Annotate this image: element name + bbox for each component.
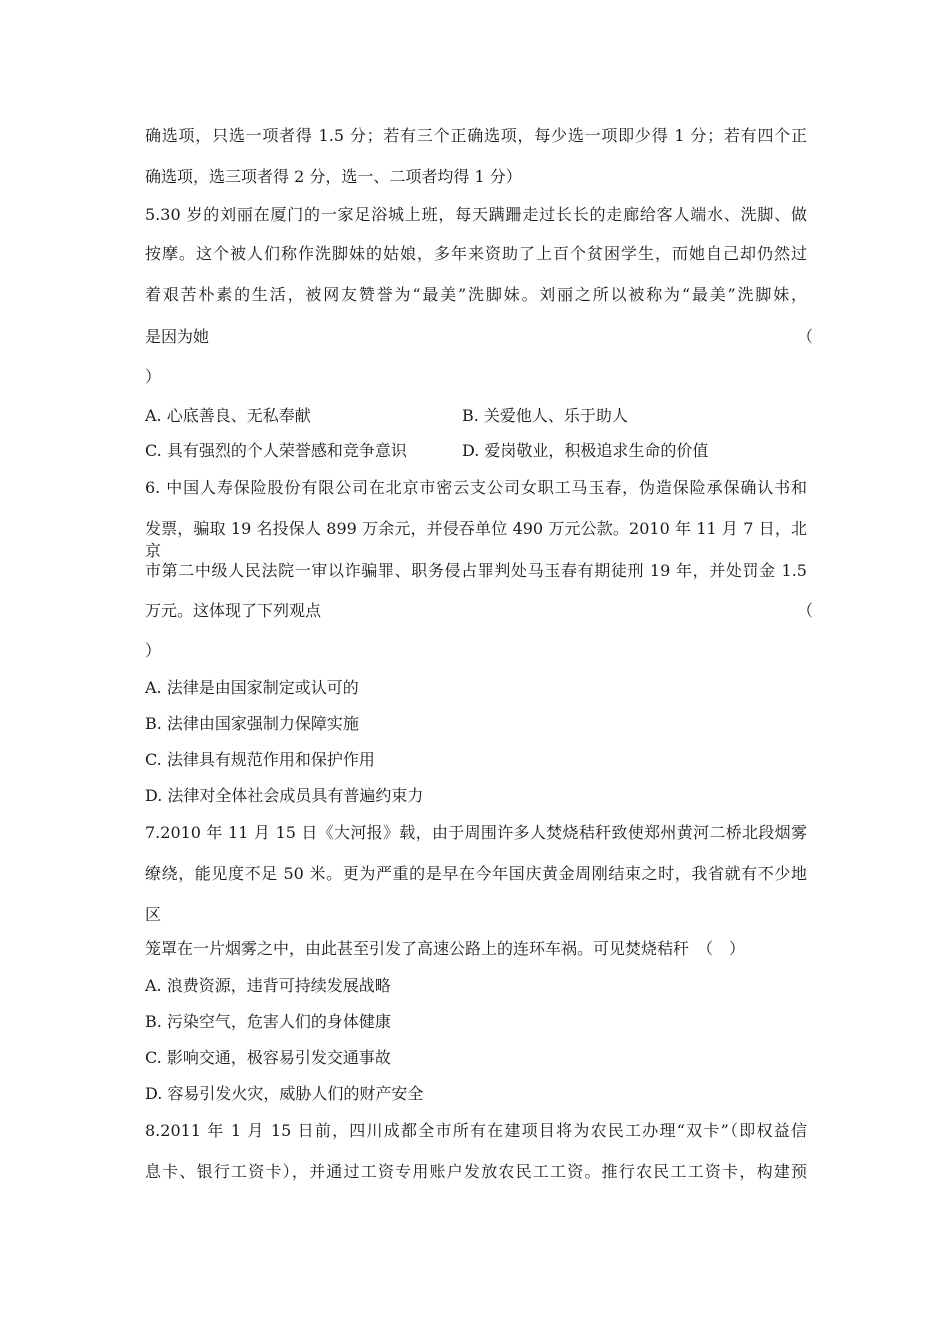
q5-option-a: A. 心底善良、无私奉献	[145, 406, 311, 425]
q6-line-2: 发票，骗取 19 名投保人 899 万余元，并侵吞单位 490 万元公款。2010 年 11 月 7 日，北京	[145, 519, 807, 560]
q6-line-4: 万元。这体现了下列观点	[145, 601, 322, 620]
q6-line-1: 6. 中国人寿保险股份有限公司在北京市密云支公司女职工马玉春，伪造保险承保确认书和	[145, 478, 807, 497]
q5-line-3: 着艰苦朴素的生活，被网友赞誉为“最美”洗脚妹。刘丽之所以被称为“最美”洗脚妹，	[145, 285, 807, 304]
q6-option-c: C. 法律具有规范作用和保护作用	[145, 750, 375, 769]
q7-line-2: 缭绕，能见度不足 50 米。更为严重的是早在今年国庆黄金周刚结束之时，我省就有不少地	[145, 864, 807, 883]
intro-line-1: 确选项，只选一项者得 1.5 分；若有三个正确选项，每少选一项即少得 1 分；若有四个正	[145, 126, 807, 145]
intro-line-2: 确选项，选三项者得 2 分，选一、二项者均得 1 分）	[145, 167, 522, 186]
q5-line-2: 按摩。这个被人们称作洗脚妹的姑娘，多年来资助了上百个贫困学生，而她自己却仍然过	[145, 244, 807, 263]
q6-paren-open: （	[797, 601, 814, 620]
q6-option-b: B. 法律由国家强制力保障实施	[145, 714, 359, 733]
q6-paren-close: ）	[145, 641, 162, 660]
q6-option-a: A. 法律是由国家制定或认可的	[145, 678, 359, 697]
q7-line-3: 区	[145, 905, 162, 924]
q7-line-4: 笼罩在一片烟雾之中，由此甚至引发了高速公路上的连环车祸。可见焚烧秸秆 （ ）	[145, 939, 746, 958]
q7-line-1: 7.2010 年 11 月 15 日《大河报》载，由于周围许多人焚烧秸秆致使郑州黄河二桥北段烟雾	[145, 823, 807, 842]
q5-line-4: 是因为她	[145, 327, 210, 346]
q6-line-3: 市第二中级人民法院一审以诈骗罪、职务侵占罪判处马玉春有期徒刑 19 年，并处罚金 1.5	[145, 561, 807, 580]
q8-line-2: 息卡、银行工资卡），并通过工资专用账户发放农民工工资。推行农民工工资卡，构建预	[145, 1162, 807, 1181]
q5-paren-close: ）	[145, 367, 162, 386]
q5-paren-open: （	[797, 327, 814, 346]
q5-option-b: B. 关爱他人、乐于助人	[462, 406, 628, 425]
q5-option-d: D. 爱岗敬业，积极追求生命的价值	[462, 441, 709, 460]
q7-option-b: B. 污染空气，危害人们的身体健康	[145, 1012, 391, 1031]
q6-option-d: D. 法律对全体社会成员具有普遍约束力	[145, 786, 424, 805]
q7-option-d: D. 容易引发火灾，威胁人们的财产安全	[145, 1084, 424, 1103]
q8-line-1: 8.2011 年 1 月 15 日前，四川成都全市所有在建项目将为农民工办理“双卡”（即权益信	[145, 1121, 807, 1140]
q7-option-a: A. 浪费资源，违背可持续发展战略	[145, 976, 391, 995]
q5-option-c: C. 具有强烈的个人荣誉感和竞争意识	[145, 441, 407, 460]
q7-option-c: C. 影响交通，极容易引发交通事故	[145, 1048, 391, 1067]
q5-line-1: 5.30 岁的刘丽在厦门的一家足浴城上班，每天蹒跚走过长长的走廊给客人端水、洗脚、做	[145, 205, 807, 224]
